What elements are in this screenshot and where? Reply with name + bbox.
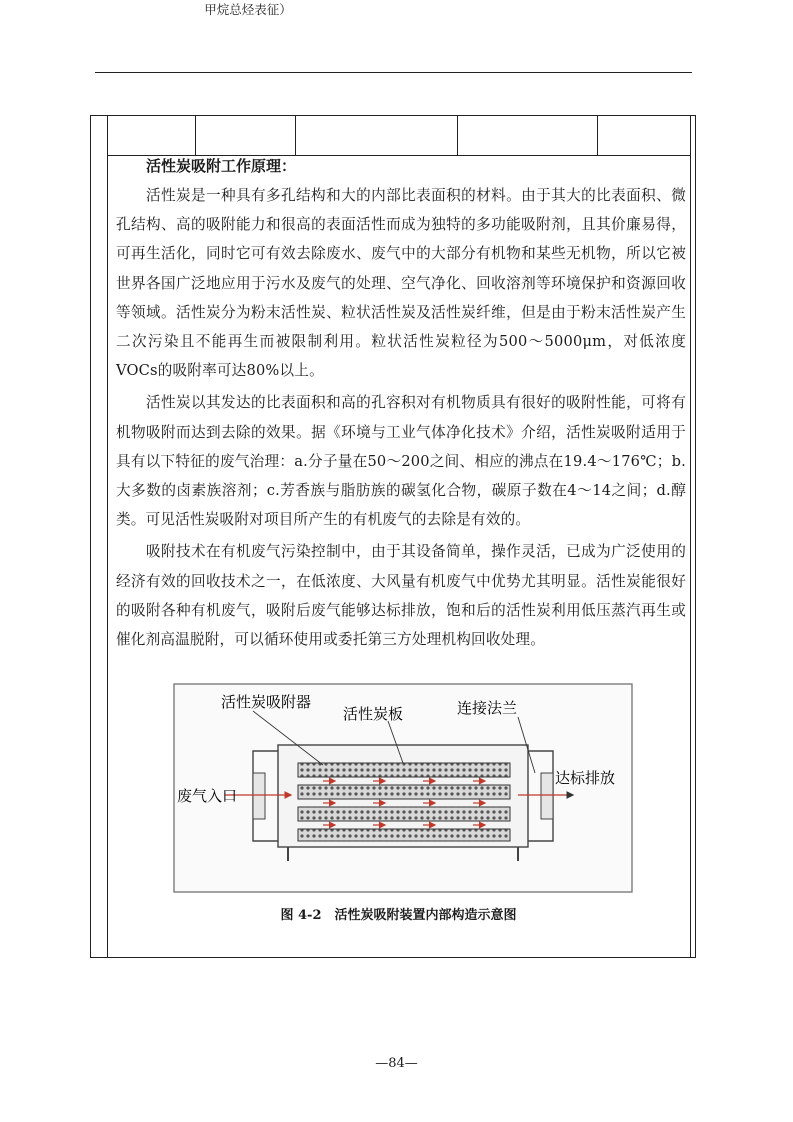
outlet-flange	[541, 773, 553, 819]
figure-caption: 图 4-2 活性炭吸附装置内部构造示意图	[280, 908, 517, 923]
paragraph: 活性炭是一种具有多孔结构和大的内部比表面积的材料。由于其大的比表面积、微孔结构、高的吸附能力和很高的表面活性而成为独特的多功能吸附剂，且其价廉易得，可再生活化，同时它可有效去除废水、废气中的大部分有机物和某些无机物，所以它被世界各国广泛地应用于污水及废气的处理、空气净化、回收溶剂等环境保护和资源回收等领域。活性炭分为粉末活性炭、粒状活性炭及活性炭纤维，但是由于粉末活性炭产生二次污染且不能再生而被限制利用。粒状活性炭粒径为500～5000μm，对低浓度VOCs的吸附率可达80%以上。	[116, 187, 686, 380]
carbon-plate	[298, 785, 510, 799]
label-flange: 连接法兰	[457, 699, 518, 717]
table-cell-divider	[597, 115, 598, 155]
adsorber-diagram	[173, 683, 633, 893]
section-heading: 活性炭吸附工作原理：	[146, 157, 297, 175]
carbon-plate	[298, 763, 510, 777]
label-carbon-plate: 活性炭板	[343, 705, 404, 723]
carbon-plate	[298, 807, 510, 821]
header-rule	[95, 72, 692, 73]
paragraph: 活性炭以其发达的比表面积和高的孔容积对有机物质具有很好的吸附性能，可将有机物吸附而达到去除的效果。据《环境与工业气体净化技术》介绍，活性炭吸附适用于具有以下特征的废气治理：a.分子量在50～200之间、相应的沸点在19.4～176℃；b.大多数的卤素族溶剂；c.芳香族与脂肪族的碳氢化合物，碳原子数在4～14之间；d.醇类。可见活性炭吸附对项目所产生的有机废气的去除是有效的。	[116, 394, 686, 529]
table-cell-text: 甲烷总烃表征）	[204, 2, 292, 17]
inlet-flange	[253, 773, 265, 819]
frame-inner-column-line	[107, 115, 108, 958]
table-fragment	[107, 115, 690, 156]
label-adsorber: 活性炭吸附器	[221, 693, 312, 711]
paragraph: 吸附技术在有机废气污染控制中，由于其设备简单，操作灵活，已成为广泛使用的经济有效的回收技术之一，在低浓度、大风量有机废气中优势尤其明显。活性炭能很好的吸附各种有机废气，吸附后废气能够达标排放，饱和后的活性炭利用低压蒸汽再生或催化剂高温脱附，可以循环使用或委托第三方处理机构回收处理。	[116, 543, 686, 649]
table-cell-divider	[295, 115, 296, 155]
frame-right-column-line	[690, 115, 691, 958]
page-number: —84—	[375, 1056, 418, 1071]
carbon-plate	[298, 829, 510, 841]
label-inlet: 废气入口	[177, 787, 238, 805]
table-cell-divider	[195, 115, 196, 155]
table-cell-divider	[457, 115, 458, 155]
label-outlet: 达标排放	[555, 769, 616, 787]
section-content	[116, 152, 686, 654]
